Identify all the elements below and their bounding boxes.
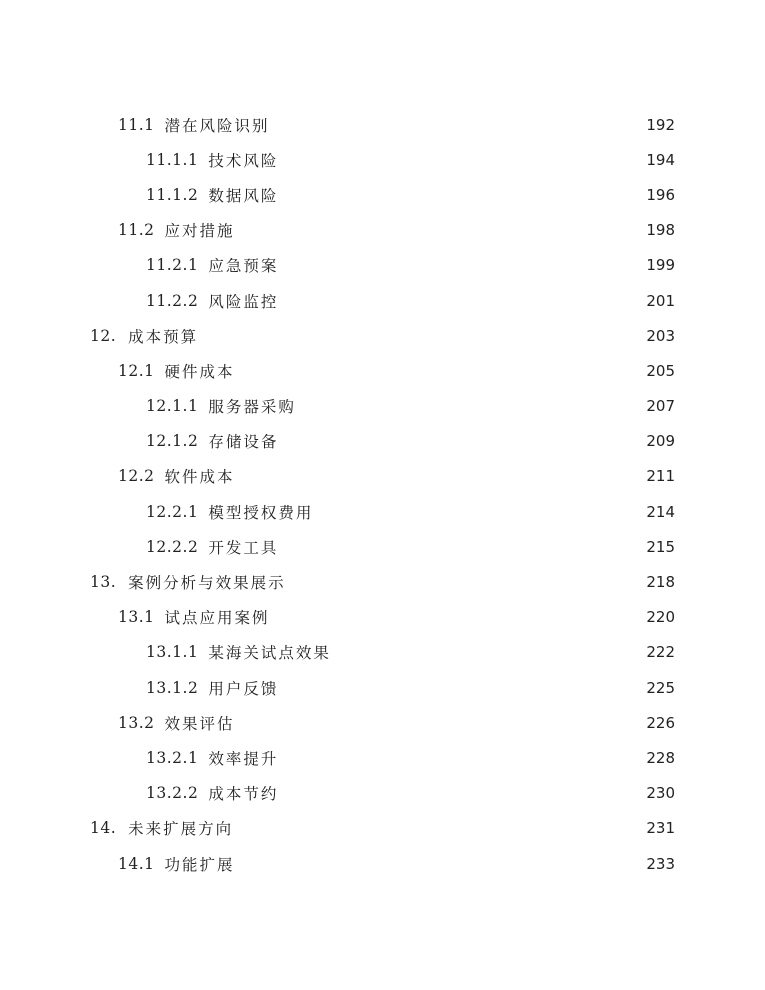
toc-entry-page-number: 220	[646, 608, 675, 627]
toc-entry-page-number: 222	[646, 643, 675, 662]
toc-entry-page-number: 196	[646, 185, 675, 204]
toc-entry[interactable]	[0, 811, 765, 846]
toc-entry-number: 11.2	[118, 221, 155, 240]
toc-entry-title: 开发工具	[208, 538, 279, 557]
toc-entry-page-number: 205	[646, 361, 675, 380]
toc-entry-page-number: 231	[646, 819, 675, 838]
toc-entry[interactable]	[0, 248, 765, 283]
toc-entry-title: 风险监控	[208, 292, 279, 311]
toc-entry-page-number: 203	[646, 326, 675, 345]
toc-entry-number: 12.2.1	[146, 502, 199, 521]
toc-entry-page-number: 194	[646, 150, 675, 169]
toc-entry[interactable]	[0, 705, 765, 740]
toc-entry-page-number: 211	[646, 467, 675, 486]
toc-entry-title: 存储设备	[208, 433, 279, 452]
dot-leader	[239, 716, 633, 734]
toc-entry-number: 11.1	[118, 115, 155, 134]
toc-entry-title: 应急预案	[208, 257, 279, 276]
dot-leader	[282, 751, 633, 769]
toc-entry-number: 12.2	[118, 467, 155, 486]
toc-entry[interactable]	[0, 459, 765, 494]
toc-entry-page-number: 230	[646, 784, 675, 803]
toc-entry-number: 11.1.2	[146, 185, 199, 204]
toc-entry-title: 功能扩展	[164, 855, 235, 874]
dot-leader	[300, 399, 633, 417]
toc-entry[interactable]	[0, 318, 765, 353]
dot-leader	[282, 294, 633, 312]
toc-entry[interactable]	[0, 424, 765, 459]
toc-entry-number: 11.1.1	[146, 150, 199, 169]
toc-entry-number: 13.2	[118, 713, 155, 732]
toc-entry[interactable]	[0, 177, 765, 212]
toc-entry-page-number: 192	[646, 115, 675, 134]
toc-entry-title: 技术风险	[208, 151, 279, 170]
toc-entry-title: 效率提升	[208, 749, 279, 768]
toc-entry-page-number: 207	[646, 397, 675, 416]
toc-entry[interactable]	[0, 213, 765, 248]
toc-entry-title: 未来扩展方向	[128, 820, 234, 839]
toc-entry[interactable]	[0, 353, 765, 388]
toc-entry-number: 11.2.1	[146, 256, 199, 275]
dot-leader	[274, 610, 633, 628]
toc-entry[interactable]	[0, 494, 765, 529]
toc-entry-page-number: 228	[646, 748, 675, 767]
toc-entry-title: 试点应用案例	[164, 609, 270, 628]
toc-entry-page-number: 201	[646, 291, 675, 310]
toc-entry-title: 数据风险	[208, 186, 279, 205]
toc-entry[interactable]	[0, 776, 765, 811]
toc-entry-number: 12.	[90, 326, 117, 345]
dot-leader	[282, 153, 633, 171]
toc-entry[interactable]	[0, 564, 765, 599]
toc-entry-title: 服务器采购	[208, 398, 296, 417]
toc-entry-page-number: 215	[646, 537, 675, 556]
toc-entry-page-number: 214	[646, 502, 675, 521]
toc-entry[interactable]	[0, 107, 765, 142]
toc-entry[interactable]	[0, 600, 765, 635]
dot-leader	[282, 258, 633, 276]
dot-leader	[239, 469, 633, 487]
dot-leader	[290, 575, 635, 593]
toc-entry-title: 潜在风险识别	[164, 116, 270, 135]
toc-entry-number: 13.1.2	[146, 678, 199, 697]
toc-entry[interactable]	[0, 846, 765, 881]
toc-entry-number: 12.1.2	[146, 432, 199, 451]
dot-leader	[282, 188, 633, 206]
dot-leader	[239, 223, 633, 241]
toc-entry-number: 11.2.2	[146, 291, 199, 310]
dot-leader	[274, 118, 633, 136]
toc-entry-page-number: 226	[646, 713, 675, 732]
toc-entry-title: 成本预算	[128, 327, 199, 346]
toc-entry-title: 软件成本	[164, 468, 235, 487]
toc-entry[interactable]	[0, 740, 765, 775]
toc-entry-number: 12.1.1	[146, 397, 199, 416]
toc-entry-page-number: 209	[646, 432, 675, 451]
toc-entry-title: 某海关试点效果	[208, 644, 331, 663]
toc-entry-title: 用户反馈	[208, 679, 279, 698]
toc-entry-title: 应对措施	[164, 222, 235, 241]
toc-entry-title: 硬件成本	[164, 362, 235, 381]
toc-entry-title: 效果评估	[164, 714, 235, 733]
toc-entry-number: 14.1	[118, 854, 155, 873]
toc-entry-page-number: 199	[646, 256, 675, 275]
toc-entry-number: 13.1	[118, 608, 155, 627]
toc-entry-page-number: 233	[646, 854, 675, 873]
toc-entry-title: 案例分析与效果展示	[128, 574, 286, 593]
toc-entry[interactable]	[0, 529, 765, 564]
dot-leader	[202, 329, 635, 347]
dot-leader	[335, 645, 633, 663]
toc-entry-number: 13.1.1	[146, 643, 199, 662]
toc-entry-number: 14.	[90, 819, 117, 838]
dot-leader	[282, 681, 633, 699]
dot-leader	[282, 540, 633, 558]
toc-entry-number: 12.2.2	[146, 537, 199, 556]
toc-entry-page-number: 218	[646, 573, 675, 592]
toc-entry-page-number: 198	[646, 221, 675, 240]
toc-entry-number: 13.2.2	[146, 784, 199, 803]
dot-leader	[239, 857, 633, 875]
toc-entry[interactable]	[0, 142, 765, 177]
toc-entry-number: 13.2.1	[146, 748, 199, 767]
dot-leader	[239, 364, 633, 382]
toc-entry[interactable]	[0, 670, 765, 705]
toc-entry-page-number: 225	[646, 678, 675, 697]
toc-entry[interactable]	[0, 283, 765, 318]
toc-entry-title: 模型授权费用	[208, 503, 314, 522]
toc-entry[interactable]	[0, 635, 765, 670]
dot-leader	[282, 434, 633, 452]
dot-leader	[282, 786, 633, 804]
dot-leader	[237, 821, 635, 839]
table-of-contents	[0, 107, 765, 881]
toc-entry-number: 12.1	[118, 361, 155, 380]
toc-entry-title: 成本节约	[208, 785, 279, 804]
toc-entry[interactable]	[0, 389, 765, 424]
dot-leader	[317, 505, 633, 523]
toc-entry-number: 13.	[90, 573, 117, 592]
